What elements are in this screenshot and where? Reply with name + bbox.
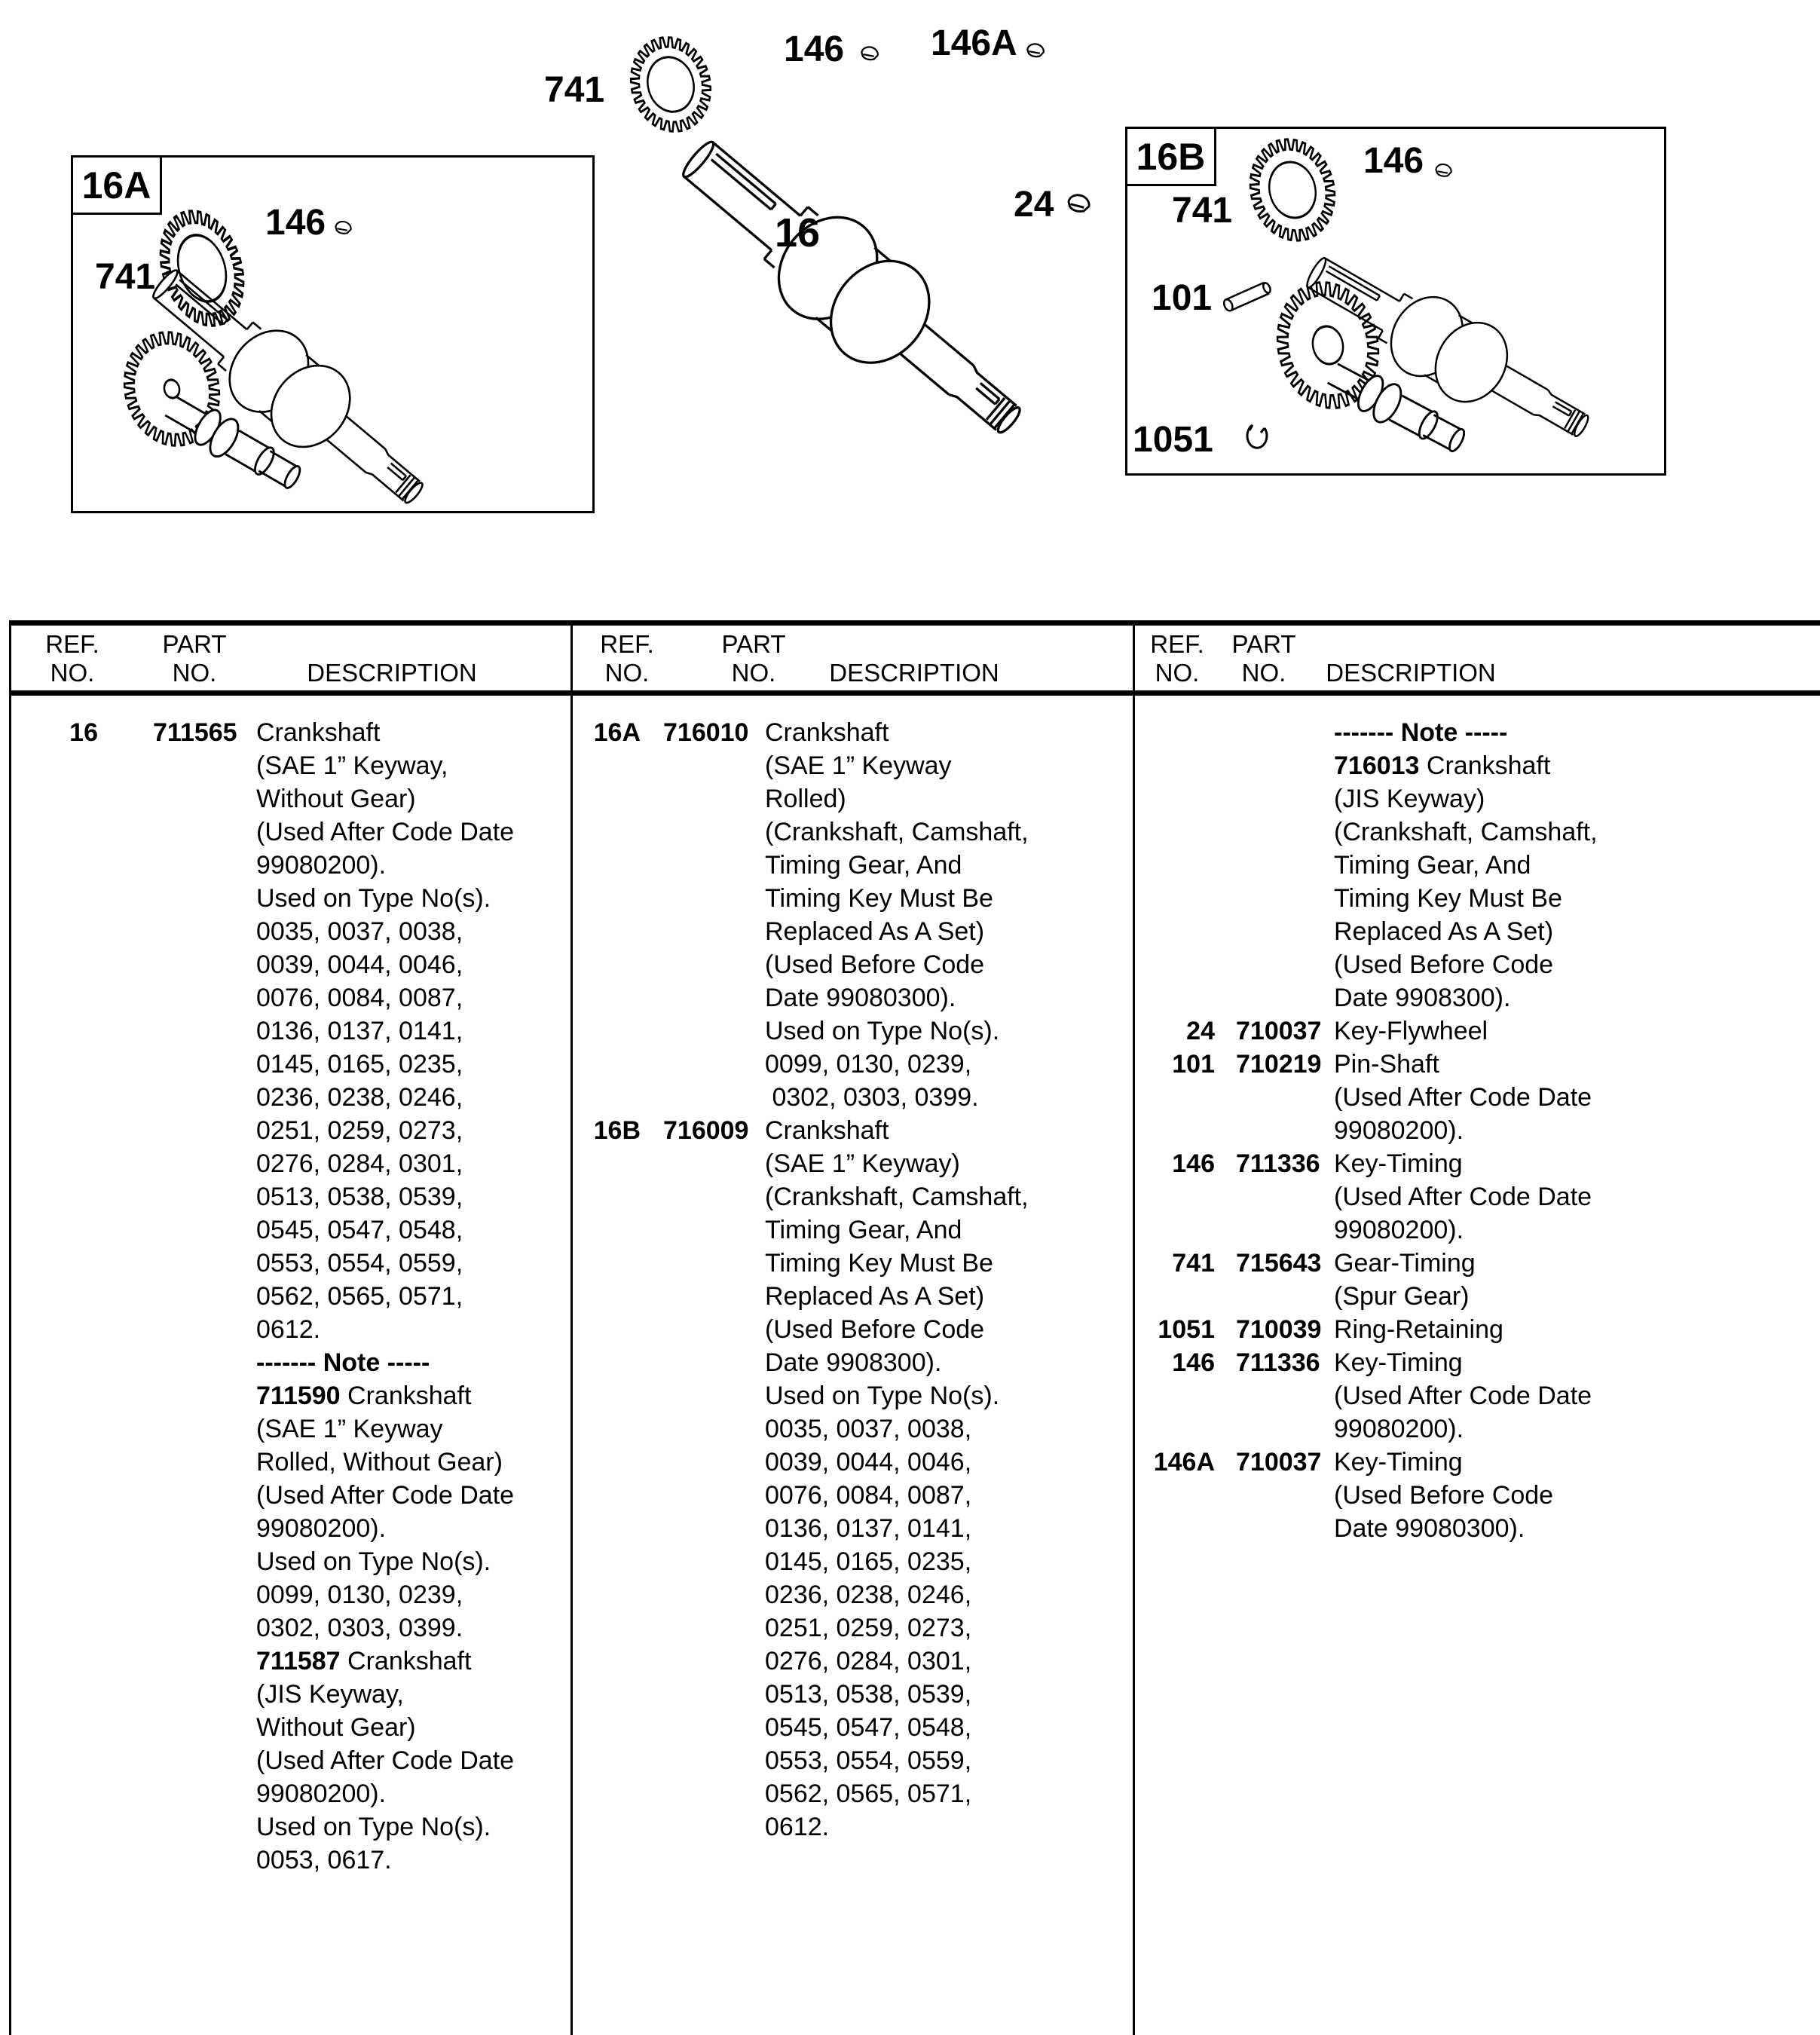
description: Key-Flywheel [1334,1017,1488,1045]
inset-box-16b-tag [1125,127,1216,186]
description: (Used Before Code [1334,950,1554,979]
table-line [0,882,1820,915]
description: 99080200). [256,851,387,880]
description: 0513, 0538, 0539, [765,1680,972,1709]
inset-tag-label: 16A [81,164,151,207]
ref-no: 16A [593,718,641,747]
part-no: 716010 [663,718,749,747]
description: 0053, 0617. [256,1846,392,1874]
ref-no: 146A [1153,1448,1215,1477]
description: (SAE 1” Keyway [765,751,952,780]
description: Replaced As A Set) [1334,917,1554,946]
table-line [0,1777,1820,1810]
part-no: 710037 [1236,1448,1322,1477]
ref-no: 146 [1172,1149,1215,1178]
description: Crankshaft [765,718,889,747]
description: 0076, 0084, 0087, [256,984,463,1012]
table-line [0,1048,1820,1081]
table-line [0,1147,1820,1180]
description: 711587 Crankshaft [256,1647,472,1675]
table-line [0,816,1820,849]
description: Gear-Timing [1334,1249,1476,1278]
table-line [0,948,1820,981]
table-line [0,1545,1820,1578]
callout-146: 146 [265,203,326,243]
description: Date 9908300). [1334,984,1511,1012]
table-line [0,1412,1820,1446]
description: 0562, 0565, 0571, [256,1282,463,1311]
description: 0099, 0130, 0239, [765,1050,972,1079]
description: Date 99080300). [765,984,956,1012]
description: 0553, 0554, 0559, [765,1746,972,1775]
header-ref-no: NO. [50,659,95,687]
description: 0545, 0547, 0548, [765,1713,972,1742]
description: Timing Gear, And [1334,851,1531,880]
description: 716013 Crankshaft [1334,751,1551,780]
description: 99080200). [1334,1415,1464,1443]
header-part: PART [721,630,786,658]
part-no: 716009 [663,1116,749,1145]
table-line [0,849,1820,882]
description: 0545, 0547, 0548, [256,1216,463,1244]
table-line [0,1180,1820,1213]
description: (Used After Code Date [256,1481,515,1510]
timing-gear-drawing [620,29,720,141]
table-line [0,1578,1820,1611]
table-line [0,1114,1820,1147]
woodruff-key-icon [1066,192,1091,214]
header-part-no: NO. [1241,659,1286,687]
description: 0302, 0303, 0399. [256,1614,463,1642]
header-ref-no: NO. [1155,659,1200,687]
table-line [0,1313,1820,1346]
part-no: 711336 [1236,1348,1320,1377]
callout-101: 101 [1152,278,1213,318]
table-line [0,1711,1820,1744]
description: 0136, 0137, 0141, [765,1514,972,1543]
callout-741: 741 [1172,191,1233,231]
callout-146: 146 [1363,141,1424,181]
woodruff-key-icon [861,45,879,61]
description: ------- Note ----- [256,1348,430,1377]
description: 0099, 0130, 0239, [256,1581,463,1609]
part-no: 715643 [1236,1249,1322,1278]
description: Key-Timing [1334,1348,1463,1377]
description: Rolled, Without Gear) [256,1448,503,1477]
description: (Used After Code Date [1334,1183,1592,1211]
table-line [0,1810,1820,1844]
description: 0612. [256,1315,321,1344]
callout-16: 16 [775,210,821,256]
table-line [0,1213,1820,1247]
part-no: 710219 [1236,1050,1322,1079]
table-line [0,1379,1820,1412]
description: Key-Timing [1334,1149,1463,1178]
header-description: DESCRIPTION [829,659,999,687]
part-no: 711336 [1236,1149,1320,1178]
description: Date 99080300). [1334,1514,1525,1543]
description: 0035, 0037, 0038, [765,1415,972,1443]
table-line [0,915,1820,948]
description: Date 9908300). [765,1348,942,1377]
table-line [0,1280,1820,1313]
callout-24: 24 [1014,185,1054,225]
table-line [0,1512,1820,1545]
description: 0039, 0044, 0046, [765,1448,972,1477]
callout-1051: 1051 [1133,420,1213,460]
header-part: PART [162,630,227,658]
ref-no: 146 [1172,1348,1215,1377]
header-part: PART [1231,630,1296,658]
header-ref-no: NO. [604,659,650,687]
description: ------- Note ----- [1334,718,1508,747]
description: 99080200). [1334,1116,1464,1145]
description: (Spur Gear) [1334,1282,1470,1311]
description: (SAE 1” Keyway, [256,751,448,780]
inset-box-16a-tag [71,155,162,215]
description: (Used After Code Date [256,1746,515,1775]
ref-no: 24 [1186,1017,1215,1045]
description: Timing Key Must Be [1334,884,1562,913]
header-ref: REF. [1150,630,1204,658]
description: (JIS Keyway, [256,1680,404,1709]
ref-no: 16 [69,718,98,747]
table-line [0,1744,1820,1777]
description: Used on Type No(s). [256,1547,491,1576]
ref-no: 16B [593,1116,641,1145]
callout-741: 741 [95,257,156,297]
description: 0236, 0238, 0246, [765,1581,972,1609]
table-line [0,1678,1820,1711]
description: 0076, 0084, 0087, [765,1481,972,1510]
description: (Used Before Code [765,1315,985,1344]
table-line [0,1346,1820,1379]
description: Without Gear) [256,1713,416,1742]
table-line [0,1247,1820,1280]
table-line [0,1081,1820,1114]
description: Crankshaft [256,718,381,747]
table-line [0,1479,1820,1512]
callout-741: 741 [544,70,605,110]
description: 0236, 0238, 0246, [256,1083,463,1112]
description: 0562, 0565, 0571, [765,1779,972,1808]
description: Timing Gear, And [765,1216,962,1244]
description: 0251, 0259, 0273, [765,1614,972,1642]
ref-no: 1051 [1158,1315,1215,1344]
description: (SAE 1” Keyway) [765,1149,960,1178]
description: Replaced As A Set) [765,1282,985,1311]
header-part-no: NO. [172,659,217,687]
header-ref: REF. [45,630,99,658]
description: 0302, 0303, 0399. [765,1083,979,1112]
inset-tag-label: 16B [1136,135,1206,178]
ref-no: 741 [1172,1249,1215,1278]
description: 0145, 0165, 0235, [765,1547,972,1576]
header-description: DESCRIPTION [307,659,477,687]
description: 711590 Crankshaft [256,1382,472,1410]
description: (Crankshaft, Camshaft, [765,1183,1029,1211]
description: (Used Before Code [765,950,985,979]
description: Used on Type No(s). [256,1813,491,1841]
table-line [0,1645,1820,1678]
description: 0136, 0137, 0141, [256,1017,463,1045]
table-line [0,1014,1820,1048]
description: Ring-Retaining [1334,1315,1503,1344]
description: Rolled) [765,785,846,813]
description: (Used After Code Date [1334,1083,1592,1112]
header-part-no: NO. [731,659,776,687]
table-line [0,1844,1820,1877]
callout-146a: 146A [931,23,1017,63]
description: (Used Before Code [1334,1481,1554,1510]
description: 0612. [765,1813,830,1841]
part-no: 710037 [1236,1017,1322,1045]
description: (Used After Code Date [1334,1382,1592,1410]
description: Without Gear) [256,785,416,813]
description: 0553, 0554, 0559, [256,1249,463,1278]
description: 99080200). [1334,1216,1464,1244]
description: 99080200). [256,1779,387,1808]
ref-no: 101 [1172,1050,1215,1079]
description: Timing Key Must Be [765,1249,993,1278]
description: Used on Type No(s). [765,1017,1000,1045]
description: 0513, 0538, 0539, [256,1183,463,1211]
description: Used on Type No(s). [256,884,491,913]
crankshaft-drawing [659,114,1048,465]
callout-146: 146 [784,29,845,69]
description: 0035, 0037, 0038, [256,917,463,946]
table-line [0,981,1820,1014]
table-line [0,716,1820,749]
description: Key-Timing [1334,1448,1463,1477]
table-top-rule [9,620,1820,626]
part-no: 710039 [1236,1315,1322,1344]
table-line [0,782,1820,816]
description: 0251, 0259, 0273, [256,1116,463,1145]
description: Crankshaft [765,1116,889,1145]
part-no: 711565 [153,718,237,747]
description: Used on Type No(s). [765,1382,1000,1410]
table-line [0,1446,1820,1479]
description: (Crankshaft, Camshaft, [765,818,1029,846]
description: Timing Key Must Be [765,884,993,913]
description: (JIS Keyway) [1334,785,1485,813]
woodruff-key-icon [1026,42,1045,58]
description: 0039, 0044, 0046, [256,950,463,979]
description: 0145, 0165, 0235, [256,1050,463,1079]
header-description: DESCRIPTION [1326,659,1496,687]
table-header-rule [9,690,1820,696]
description: 0276, 0284, 0301, [765,1647,972,1675]
description: Timing Gear, And [765,851,962,880]
header-ref: REF. [600,630,654,658]
description: Replaced As A Set) [765,917,985,946]
description: 99080200). [256,1514,387,1543]
description: 0276, 0284, 0301, [256,1149,463,1178]
description: (SAE 1” Keyway [256,1415,443,1443]
table-line [0,1611,1820,1645]
description: (Crankshaft, Camshaft, [1334,818,1598,846]
description: (Used After Code Date [256,818,515,846]
description: Pin-Shaft [1334,1050,1439,1079]
table-line [0,749,1820,782]
